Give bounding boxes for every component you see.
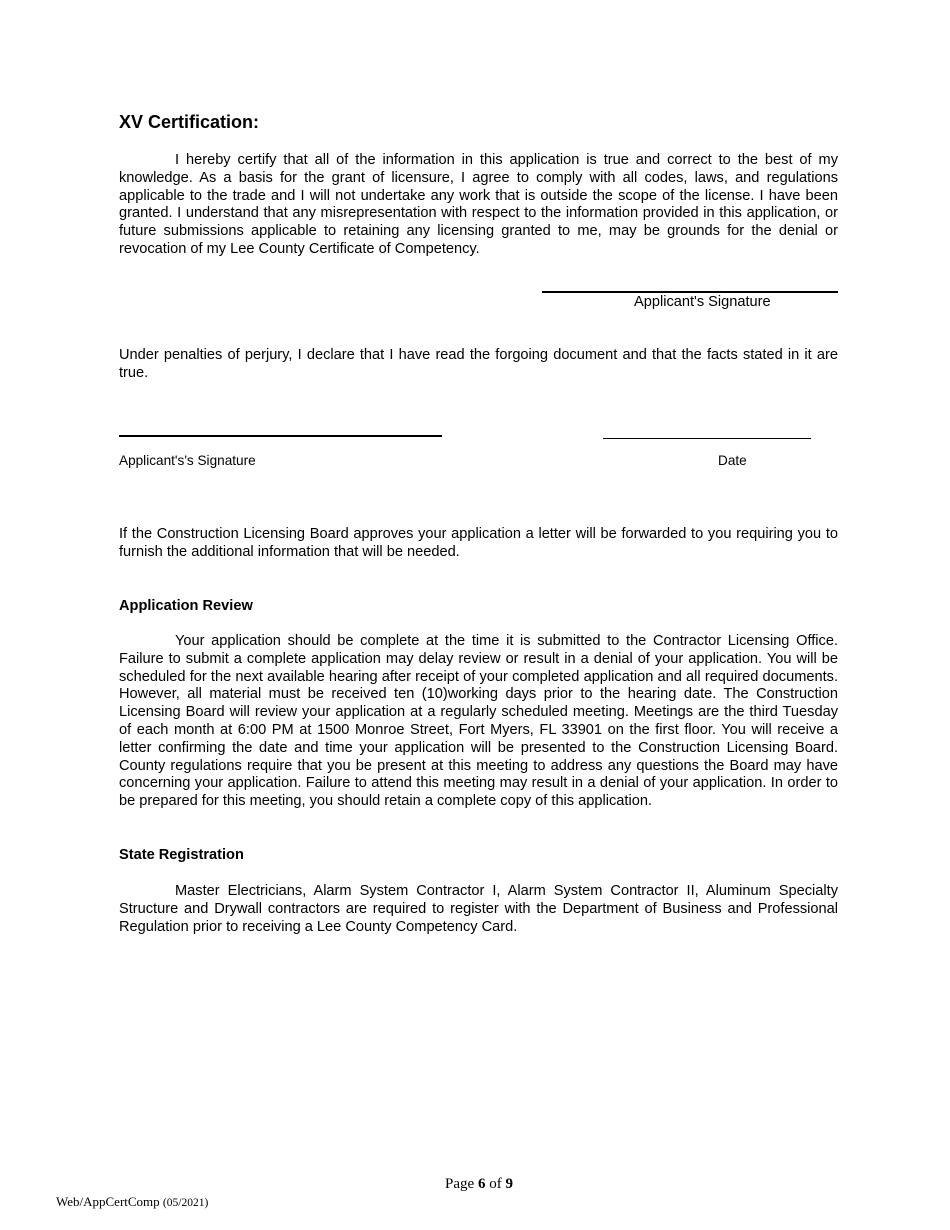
form-code-date: (05/2021) [162, 1197, 209, 1209]
page-total: 9 [505, 1176, 513, 1192]
page-prefix: Page [445, 1176, 475, 1192]
perjury-date-line [603, 438, 811, 439]
applicant-signature-line [542, 291, 838, 293]
page-number [0, 1176, 950, 1193]
section-title: XV Certification: [119, 112, 260, 132]
application-review-heading: Application Review [119, 598, 253, 614]
application-review-body: Your application should be complete at the time it is submitted to the Contractor Licensing Office. Failure to submit a complete application may delay review or result in a denial of your application. You will be scheduled for the next available hearing after receipt of your completed application and all required documents. However, all material must be received ten (10)working days prior to the hearing date. The Construction Licensing Board will review your application at a regularly scheduled meeting. Meetings are the third Tuesday of each month at 6:00 PM at 1500 Monroe Street, Fort Myers, FL 33901 on the first floor. You will receive a letter confirming the date and time your application will be presented to the Construction Licensing Board. County regulations require that you be present at this meeting to address any questions the Board may have concerning your application. Failure to attend this meeting may result in a denial of your application. In order to be prepared for this meeting, you should retain a complete copy of this application. [119, 633, 838, 810]
form-code-id: Web/AppCertComp [56, 1194, 160, 1209]
perjury-signature-label: Applicant's's Signature [119, 453, 256, 468]
applicant-signature-label: Applicant's Signature [634, 294, 771, 310]
state-registration-heading: State Registration [119, 847, 244, 863]
perjury-statement: Under penalties of perjury, I declare that I have read the forgoing document and that the facts stated in it are true. [119, 347, 838, 381]
approval-note: If the Construction Licensing Board approves your application a letter will be forwarded to you requiring you to furnish the additional information that will be needed. [119, 526, 838, 560]
page-of: of [489, 1176, 502, 1192]
perjury-signature-line [119, 435, 442, 437]
form-code [56, 1194, 208, 1210]
page-current: 6 [477, 1176, 486, 1192]
perjury-date-label: Date [718, 453, 747, 468]
certification-statement: I hereby certify that all of the information in this application is true and correct to the best of my knowledge. As a basis for the grant of licensure, I agree to comply with all codes, laws, and regulations applicable to the trade and I will not undertake any work that is outside the scope of the license. I have been granted. I understand that any misrepresentation with respect to the information provided in this application, or future submissions applicable to retaining any licensing granted to me, may be grounds for the denial or revocation of my Lee County Certificate of Competency. [119, 152, 838, 257]
state-registration-body: Master Electricians, Alarm System Contractor I, Alarm System Contractor II, Aluminum Specialty Structure and Drywall contractors are required to register with the Department of Business and Professional Regulation prior to receiving a Lee County Competency Card. [119, 883, 838, 935]
